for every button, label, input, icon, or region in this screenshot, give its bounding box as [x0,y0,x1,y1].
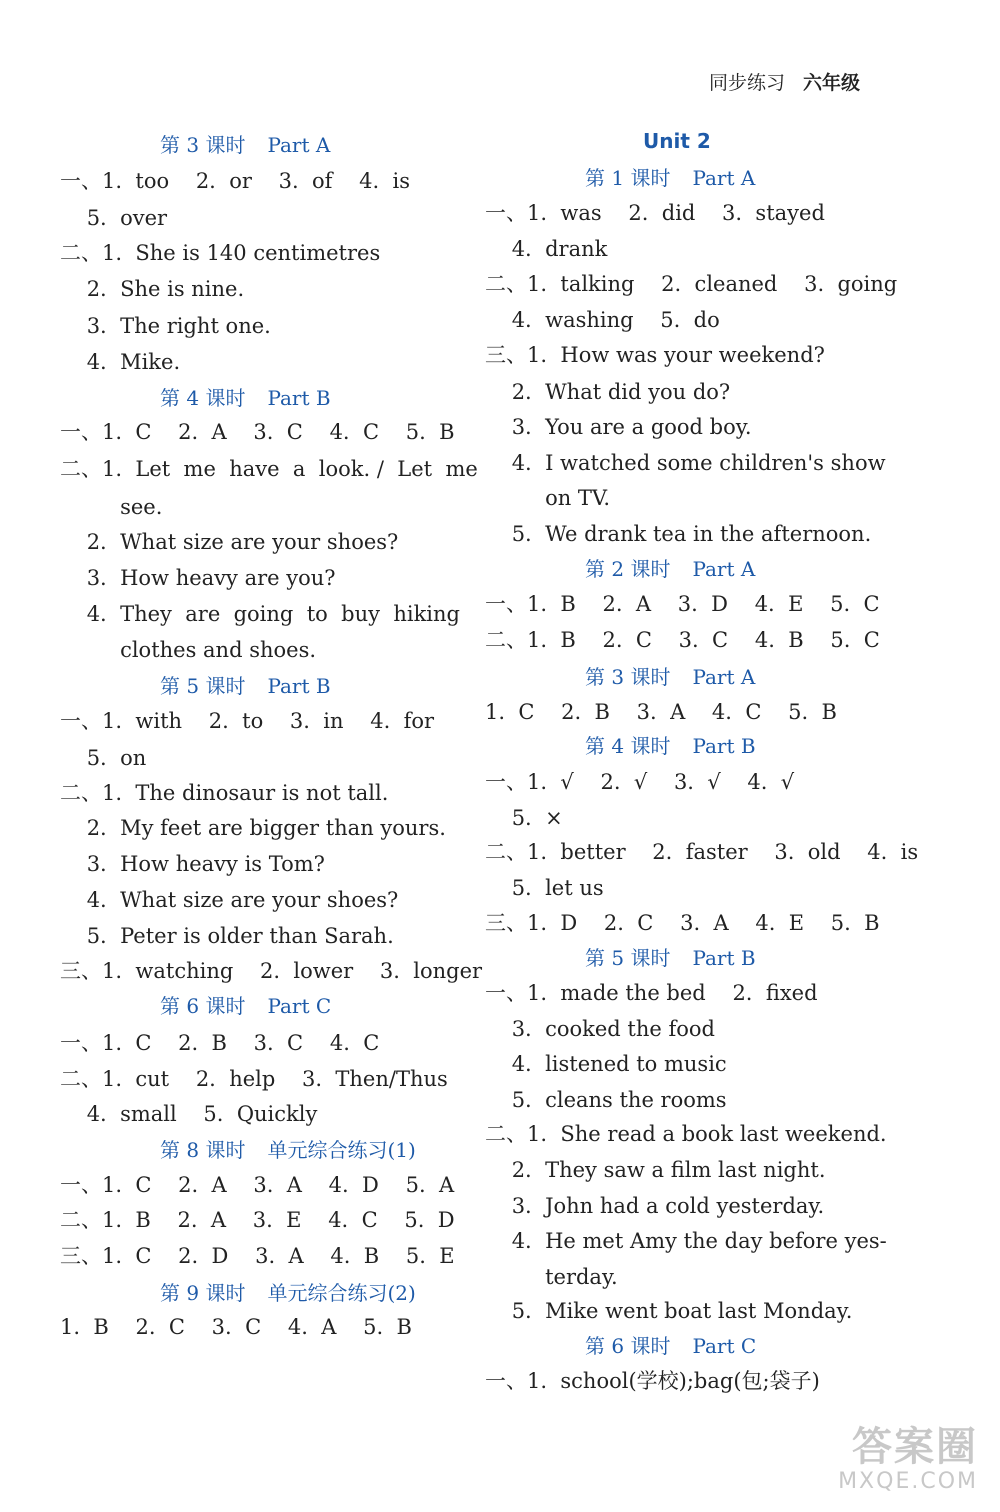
answer-line: on TV. [485,486,611,510]
answer-line: 5. Peter is older than Sarah. [60,924,394,948]
answer-line: 一、1. too 2. or 3. of 4. is [60,169,410,193]
answer-line: 二、1. The dinosaur is not tall. [60,781,389,805]
lesson-number: 第 5 课时 [585,946,671,970]
page-header [709,68,860,95]
answer-line: 5. on [60,746,147,770]
answer-line: 4. What size are your shoes? [60,888,399,912]
watermark-url: MXQE.COM [838,1469,978,1494]
lesson-number: 第 3 课时 [585,665,671,689]
lesson-number: 第 9 课时 [160,1281,246,1305]
answer-line: clothes and shoes. [60,638,317,662]
lesson-number: 第 2 课时 [585,557,671,581]
answer-line: 1. C 2. B 3. A 4. C 5. B [485,700,837,724]
answer-line: 三、1. D 2. C 3. A 4. E 5. B [485,911,880,935]
part-label: Part A [692,166,756,190]
answer-line: 4. drank [485,237,608,261]
answer-line: 5. over [60,206,168,230]
answer-line: 4. washing 5. do [485,308,720,332]
grade-label: 六年级 [802,72,860,94]
section-heading [585,945,756,971]
answer-line: 3. How heavy is Tom? [60,852,325,876]
answer-line: 5. Mike went boat last Monday. [485,1299,853,1323]
section-heading [585,556,755,582]
answer-line: 3. John had a cold yesterday. [485,1194,825,1218]
answer-line: 一、1. with 2. to 3. in 4. for [60,709,435,733]
answer-line: 一、1. C 2. B 3. C 4. C [60,1031,380,1055]
answer-line: 二、1. She read a book last weekend. [485,1122,887,1146]
answer-line: 一、1. school(学校);bag(包;袋子) [485,1369,820,1393]
answer-line: 二、1. cut 2. help 3. Then/Thus [60,1067,448,1091]
book-title: 同步练习 [708,72,785,94]
answer-line: 二、1. B 2. C 3. C 4. B 5. C [485,628,880,652]
part-label: Part A [692,665,756,689]
answer-line: 一、1. B 2. A 3. D 4. E 5. C [485,592,880,616]
section-heading [160,673,331,699]
answer-line: 一、1. made the bed 2. fixed [485,981,818,1005]
answer-line: terday. [485,1265,618,1289]
watermark-logo [838,1425,978,1494]
answer-line: 4. He met Amy the day before yes- [485,1229,887,1253]
part-label: Part B [267,674,331,698]
answer-line: 5. We drank tea in the afternoon. [485,522,872,546]
answer-line: 一、1. C 2. A 3. A 4. D 5. A [60,1173,455,1197]
section-heading [160,993,331,1019]
part-label: Part C [692,1334,757,1358]
answer-line: 4. listened to music [485,1052,727,1076]
answer-line: 2. What did you do? [485,380,731,404]
answer-line: 4. Mike. [60,350,181,374]
lesson-number: 第 4 课时 [585,734,671,758]
answer-line: 5. × [485,806,563,830]
answer-line: 二、1. talking 2. cleaned 3. going [485,272,898,296]
lesson-number: 第 5 课时 [160,674,246,698]
part-label: Part A [267,133,331,157]
answer-line: 4. small 5. Quickly [60,1102,318,1126]
answer-line: 2. What size are your shoes? [60,530,399,554]
answer-line: 3. cooked the food [485,1017,715,1041]
lesson-number: 第 1 课时 [585,166,671,190]
answer-line: 三、1. How was your weekend? [485,343,825,367]
section-heading [585,733,756,759]
section-heading [585,1333,756,1359]
section-heading [160,385,331,411]
section-heading [585,664,755,690]
part-label: 单元综合练习(2) [267,1281,416,1305]
part-label: Part A [692,557,756,581]
unit-title: Unit 2 [643,129,711,153]
answer-line: 二、1. better 2. faster 3. old 4. is [485,840,919,864]
answer-line: 3. The right one. [60,314,271,338]
part-label: Part C [267,994,332,1018]
answer-line: 3. You are a good boy. [485,415,752,439]
lesson-number: 第 6 课时 [585,1334,671,1358]
answer-line: 2. My feet are bigger than yours. [60,816,446,840]
answer-line: 一、1. √ 2. √ 3. √ 4. √ [485,770,795,794]
answer-line: 3. How heavy are you? [60,566,336,590]
lesson-number: 第 8 课时 [160,1138,246,1162]
answer-line: 2. They saw a film last night. [485,1158,826,1182]
answer-line: 5. cleans the rooms [485,1088,727,1112]
answer-line: 二、1. She is 140 centimetres [60,241,381,265]
answer-line: 二、1. B 2. A 3. E 4. C 5. D [60,1208,455,1232]
section-heading [585,165,755,191]
part-label: Part B [692,734,756,758]
lesson-number: 第 4 课时 [160,386,246,410]
answer-line: 4. They are going to buy hiking [60,602,460,626]
part-label: Part B [267,386,331,410]
answer-line: 5. let us [485,876,604,900]
answer-line: 一、1. was 2. did 3. stayed [485,201,825,225]
answer-line: 三、1. watching 2. lower 3. longer [60,959,483,983]
answer-line: 4. I watched some children's show [485,451,886,475]
answer-line: 2. She is nine. [60,277,245,301]
answer-line: 二、1. Let me have a look. / Let me [60,457,478,481]
answer-line: 三、1. C 2. D 3. A 4. B 5. E [60,1244,455,1268]
watermark-text: 答案圈 [852,1424,978,1470]
lesson-number: 第 6 课时 [160,994,246,1018]
part-label: Part B [692,946,756,970]
lesson-number: 第 3 课时 [160,133,246,157]
answer-line: 一、1. C 2. A 3. C 4. C 5. B [60,420,455,444]
section-heading [160,1280,416,1306]
part-label: 单元综合练习(1) [267,1138,416,1162]
section-heading [160,1137,416,1163]
answer-line: see. [60,495,163,519]
section-heading [160,132,330,158]
answer-line: 1. B 2. C 3. C 4. A 5. B [60,1315,412,1339]
